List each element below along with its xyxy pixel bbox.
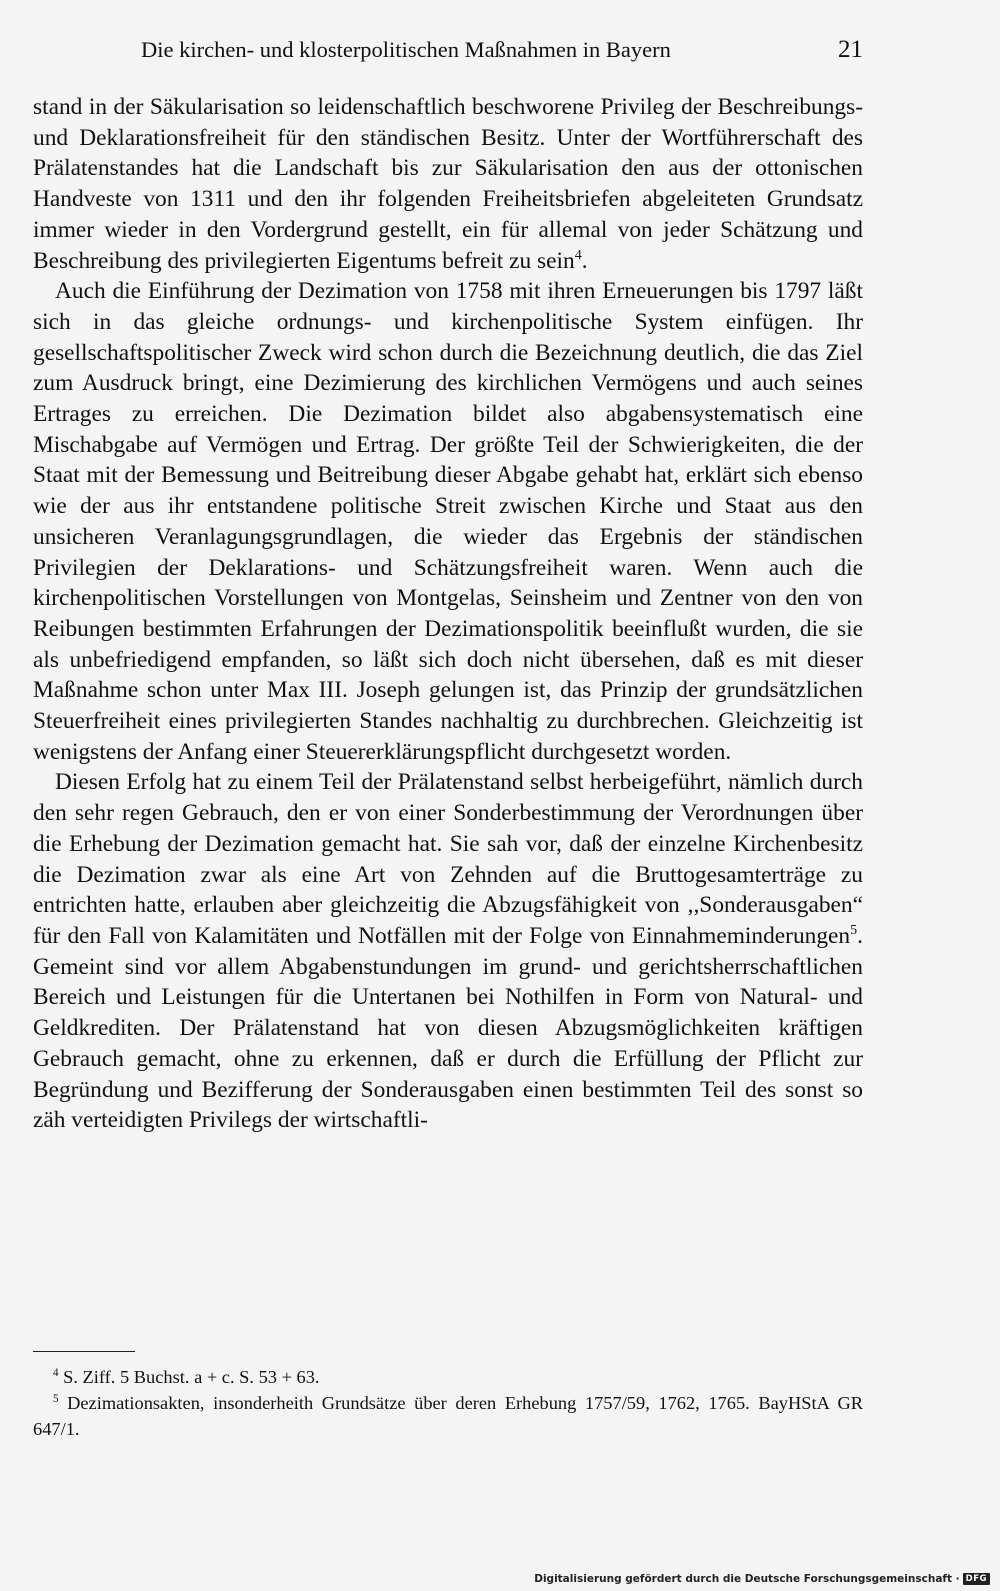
footnote-ref-4: 4: [574, 246, 582, 263]
digitization-credit: [534, 1573, 990, 1585]
paragraph-3-end: . Gemeint sind vor allem Abgabenstundungen im grund- und gerichtsherrschaftlichen Bereich und Leistungen für die Untertanen bei Nothilfen in Form von Natural- und Geldkrediten. Der Prälatenstand hat von diesen Abzugsmöglichkeiten kräftigen Gebrauch gemacht, ohne zu erkennen, daß er durch die Erfüllung der Pflicht zur Begründung und Bezifferung der Sonderausgaben einen bestimmten Teil des sonst so zäh verteidigten Privilegs der wirtschaftli-: [33, 922, 863, 1134]
paragraph-3-text: Diesen Erfolg hat zu einem Teil der Prälatenstand selbst herbeigeführt, nämlich durch den sehr regen Gebrauch, den er von einer Sonderbestimmung der Verordnungen über die Erhebung der Dezimation gemacht hat. Sie sah vor, daß der einzelne Kirchenbesitz die Dezimation zwar als eine Art von Zehnden auf die Bruttogesamterträge zu entrichten hatte, erlauben aber gleichzeitig die Abzugsfähigkeit von ,,Sonderausgaben“ für den Fall von Kalamitäten und Notfällen mit der Folge von Einnahmeminderungen: [33, 769, 863, 949]
paragraph-1-text: stand in der Säkularisation so leidenschaftlich beschworene Privileg der Beschreibungs- und Deklarationsfreiheit für den ständischen Besitz. Unter der Wortführerschaft des Prälatenstandes hat die Landschaft bis zur Säkularisation den aus der ottonischen Handveste von 1311 und den ihr folgenden Freiheitsbriefen abgeleiteten Grundsatz immer wieder in den Vordergrund gestellt, ein für allemal von jeder Schätzung und Beschreibung des privilegierten Eigentums befreit zu sein: [33, 94, 863, 274]
footnote-5-mark: 5: [53, 1392, 59, 1405]
footnote-divider: [33, 1351, 135, 1352]
page-number: 21: [838, 36, 863, 63]
running-head-title: Die kirchen- und klosterpolitischen Maßnahmen in Bayern: [141, 37, 671, 62]
paragraph-1-end: .: [581, 247, 588, 274]
footnote-4-mark: 4: [53, 1366, 59, 1379]
footnotes: [33, 1364, 863, 1442]
footnote-5-text: Dezimationsakten, insonderheith Grundsätze über deren Erhebung 1757/59, 1762, 1765. BayHStA GR 647/1.: [33, 1393, 863, 1439]
footnote-5: [33, 1390, 863, 1442]
footnote-4: [33, 1364, 863, 1390]
main-text: [33, 92, 863, 1136]
credit-text: Digitalisierung gefördert durch die Deutsche Forschungsgemeinschaft ·: [534, 1573, 960, 1585]
footnote-ref-5: 5: [850, 922, 858, 939]
dfg-logo: DFG: [963, 1573, 990, 1585]
paragraph-1: [33, 92, 863, 276]
paragraph-2: Auch die Einführung der Dezimation von 1758 mit ihren Erneuerungen bis 1797 läßt sich in das gleiche ordnungs- und kirchenpolitische System einfügen. Ihr gesellschaftspolitischer Zweck wird schon durch die Bezeichnung deutlich, die das Ziel zum Ausdruck bringt, eine Dezimierung des kirchlichen Vermögens und auch seines Ertrages zu erreichen. Die Dezimation bildet also abgabensystematisch eine Mischabgabe auf Vermögen und Ertrag. Der größte Teil der Schwierigkeiten, die der Staat mit der Bemessung und Beitreibung dieser Abgabe gehabt hat, erklärt sich ebenso wie der aus ihr entstandene politische Streit zwischen Kirche und Staat aus den unsicheren Veranlagungsgrundlagen, die wieder das Ergebnis der ständischen Privilegien der Deklarations- und Schätzungsfreiheit waren. Wenn auch die kirchenpolitischen Vorstellungen von Montgelas, Seinsheim und Zentner von den von Reibungen bestimmten Erfahrungen der Dezimationspolitik beeinflußt wurden, die sie als unbefriedigend empfanden, so läßt sich doch nicht übersehen, daß es mit dieser Maßnahme schon unter Max III. Joseph gelungen ist, das Prinzip der grundsätzlichen Steuerfreiheit eines privilegierten Standes nachhaltig zu durchbrechen. Gleichzeitig ist wenigstens der Anfang einer Steuererklärungspflicht durchgesetzt worden.: [33, 278, 863, 765]
paragraph-3: [33, 767, 863, 1135]
footnote-4-text: S. Ziff. 5 Buchst. a + c. S. 53 + 63.: [58, 1367, 320, 1387]
